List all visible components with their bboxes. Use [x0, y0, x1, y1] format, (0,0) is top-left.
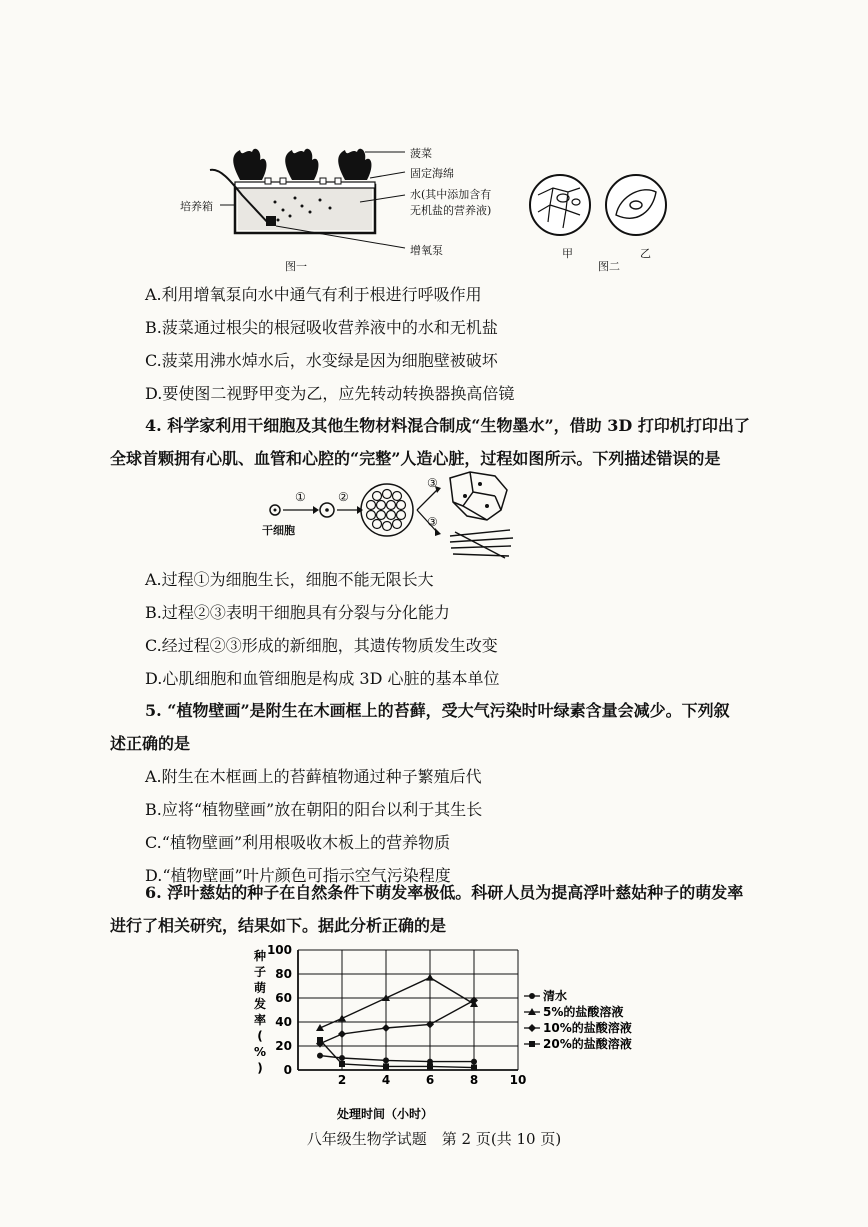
q5-stem-line2: 述正确的是 [110, 734, 191, 753]
figure2-label-b: 乙 [640, 247, 651, 260]
y-tick-label-0: 0 [283, 1063, 292, 1077]
q4-step1-label: ① [295, 490, 306, 504]
legend-marker-3 [529, 1041, 535, 1047]
x-tick-label-2: 6 [425, 1073, 435, 1087]
q4-step3-label-upper: ③ [427, 476, 438, 490]
q5-option-a: A.附生在木框画上的苔藓植物通过种子繁殖后代 [145, 767, 482, 786]
series-2-point-1 [338, 1030, 346, 1038]
q4-stem-cell-diagram [255, 470, 535, 560]
x-tick-label-4: 10 [509, 1073, 527, 1087]
figure2-caption: 图二 [598, 260, 620, 273]
q6-stem-line1: 6. 浮叶慈姑的种子在自然条件下萌发率极低。科研人员为提高浮叶慈姑种子的萌发率 [145, 883, 744, 902]
series-0-point-4 [471, 1059, 477, 1065]
series-0-point-1 [339, 1055, 345, 1061]
legend-marker-0 [529, 993, 535, 999]
q4-option-c: C.经过程②③形成的新细胞，其遗传物质发生改变 [145, 636, 498, 655]
q4-fig-label-stem-cell: 干细胞 [262, 524, 295, 537]
series-1-point-3 [426, 974, 434, 981]
germination-line-chart [240, 940, 660, 1125]
y-tick-label-5: 100 [266, 943, 292, 957]
series-1-point-1 [338, 1014, 346, 1021]
q3-option-b: B.菠菜通过根尖的根冠吸收营养液中的水和无机盐 [145, 318, 498, 337]
q4-stem-line1: 4. 科学家利用干细胞及其他生物材料混合制成“生物墨水”，借助 3D 打印机打印出了 [145, 416, 750, 435]
figure1-caption: 图一 [285, 260, 307, 273]
label-tank: 培养箱 [180, 200, 213, 213]
label-water-line1: 水(其中添加含有 [410, 188, 492, 201]
legend-marker-2 [528, 1024, 536, 1032]
q6-stem-line2: 进行了相关研究，结果如下。据此分析正确的是 [110, 916, 447, 935]
label-sponge: 固定海绵 [410, 167, 454, 180]
x-tick-label-1: 4 [381, 1073, 391, 1087]
legend-label-1: 5%的盐酸溶液 [543, 1005, 624, 1019]
chart-xlabel: 处理时间（小时） [336, 1107, 434, 1121]
q4-step2-label: ② [338, 490, 349, 504]
q5-option-b: B.应将“植物壁画”放在朝阳的阳台以利于其生长 [145, 800, 483, 819]
q3-option-a: A.利用增氧泵向水中通气有利于根进行呼吸作用 [145, 285, 482, 304]
label-water-line2: 无机盐的营养液) [410, 204, 492, 217]
y-tick-label-1: 20 [275, 1039, 292, 1053]
label-spinach: 菠菜 [410, 147, 432, 160]
x-tick-label-3: 8 [469, 1073, 479, 1087]
series-3-point-2 [383, 1063, 389, 1069]
q4-step3-label-lower: ③ [427, 515, 438, 529]
q5-option-d: D.“植物壁画”叶片颜色可指示空气污染程度 [145, 866, 451, 885]
legend-label-2: 10%的盐酸溶液 [543, 1021, 632, 1035]
q3-option-c: C.菠菜用沸水焯水后，水变绿是因为细胞壁被破坏 [145, 351, 498, 370]
q4-option-b: B.过程②③表明干细胞具有分裂与分化能力 [145, 603, 450, 622]
chart-ylabel: 种子萌发率( % ) [253, 949, 267, 1075]
series-3-point-4 [471, 1065, 477, 1071]
page-footer: 八年级生物学试题 第 2 页(共 10 页) [306, 1130, 562, 1148]
q3-option-d: D.要使图二视野甲变为乙，应先转动转换器换高倍镜 [145, 384, 515, 403]
q4-option-a: A.过程①为细胞生长，细胞不能无限长大 [145, 570, 434, 589]
series-3-point-1 [339, 1061, 345, 1067]
x-tick-label-0: 2 [337, 1073, 347, 1087]
legend-label-0: 清水 [543, 989, 568, 1003]
series-0-point-0 [317, 1053, 323, 1059]
series-0-point-2 [383, 1057, 389, 1063]
figure2-diagram [528, 170, 678, 250]
q5-option-c: C.“植物壁画”利用根吸收木板上的营养物质 [145, 833, 451, 852]
series-2-point-2 [382, 1024, 390, 1032]
y-tick-label-2: 40 [275, 1015, 292, 1029]
series-3-point-0 [317, 1037, 323, 1043]
series-3-point-3 [427, 1063, 433, 1069]
y-tick-label-3: 60 [275, 991, 292, 1005]
figure2-label-a: 甲 [562, 247, 573, 260]
q4-option-d: D.心肌细胞和血管细胞是构成 3D 心脏的基本单位 [145, 669, 500, 688]
label-pump: 增氧泵 [410, 244, 443, 257]
q5-stem-line1: 5. “植物壁画”是附生在木画框上的苔藓，受大气污染时叶绿素含量会减少。下列叙 [145, 701, 730, 720]
q4-stem-line2: 全球首颗拥有心肌、血管和心腔的“完整”人造心脏，过程如图所示。下列描述错误的是 [110, 449, 721, 468]
legend-label-3: 20%的盐酸溶液 [543, 1037, 632, 1051]
y-tick-label-4: 80 [275, 967, 292, 981]
